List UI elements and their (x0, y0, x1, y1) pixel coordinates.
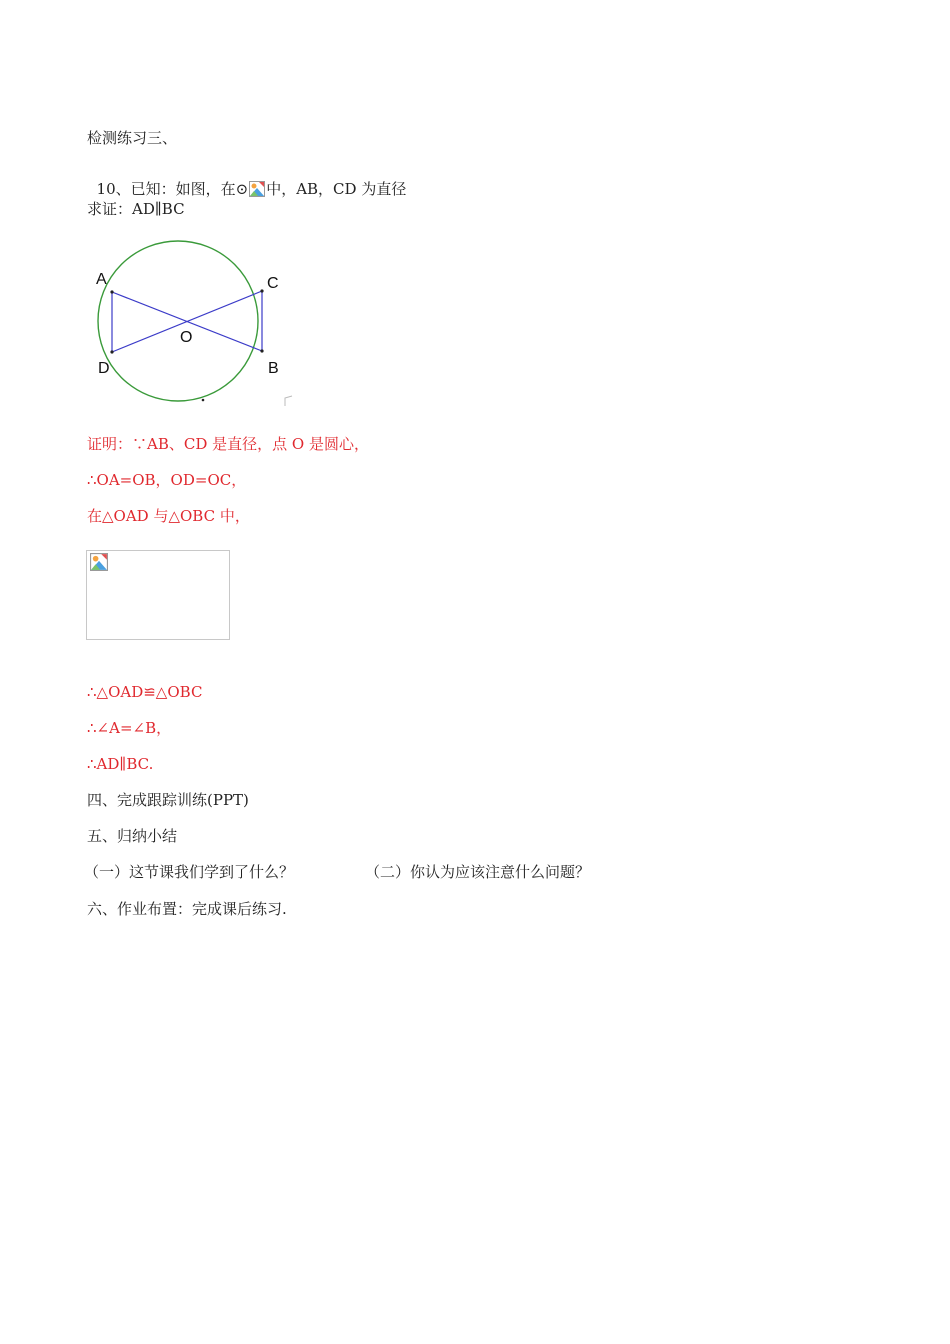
proof-line-6: ∴AD∥BC. (87, 755, 154, 773)
label-d: D (98, 360, 110, 377)
broken-image-icon (90, 553, 106, 569)
problem-suffix: 中，AB，CD 为直径 (266, 180, 407, 198)
problem-prefix: 10、已知：如图，在⊙ (96, 180, 249, 198)
section-six: 六、作业布置：完成课后练习. (87, 900, 287, 918)
proof-line-5: ∴∠A=∠B， (87, 719, 172, 737)
problem-statement (87, 159, 406, 199)
label-c: C (267, 275, 279, 292)
proof-line-2: ∴OA=OB，OD=OC， (87, 471, 247, 489)
label-b: B (268, 360, 279, 377)
point-b (260, 349, 263, 352)
paragraph-mark (285, 396, 292, 406)
proof-line-1: 证明：∵AB、CD 是直径，点 O 是圆心， (87, 435, 369, 453)
missing-image-placeholder (86, 550, 230, 640)
summary-question-1: （一）这节课我们学到了什么？ (84, 863, 295, 881)
prove-statement: 求证：AD∥BC (87, 200, 185, 218)
section-four: 四、完成跟踪训练(PPT) (87, 791, 249, 809)
circle (98, 241, 258, 401)
point-c (260, 289, 263, 292)
section-five: 五、归纳小结 (87, 827, 178, 845)
proof-line-3: 在△OAD 与△OBC 中， (87, 507, 250, 525)
section-heading: 检测练习三、 (87, 129, 178, 147)
circle-diagram (92, 236, 302, 408)
label-a: A (96, 271, 107, 288)
broken-image-icon (249, 181, 265, 197)
proof-line-4: ∴△OAD≌△OBC (87, 683, 203, 701)
point-a (110, 290, 113, 293)
label-o: O (180, 329, 193, 346)
summary-question-2: （二）你认为应该注意什么问题？ (365, 863, 591, 881)
point-bottom (202, 399, 205, 402)
point-d (110, 350, 113, 353)
